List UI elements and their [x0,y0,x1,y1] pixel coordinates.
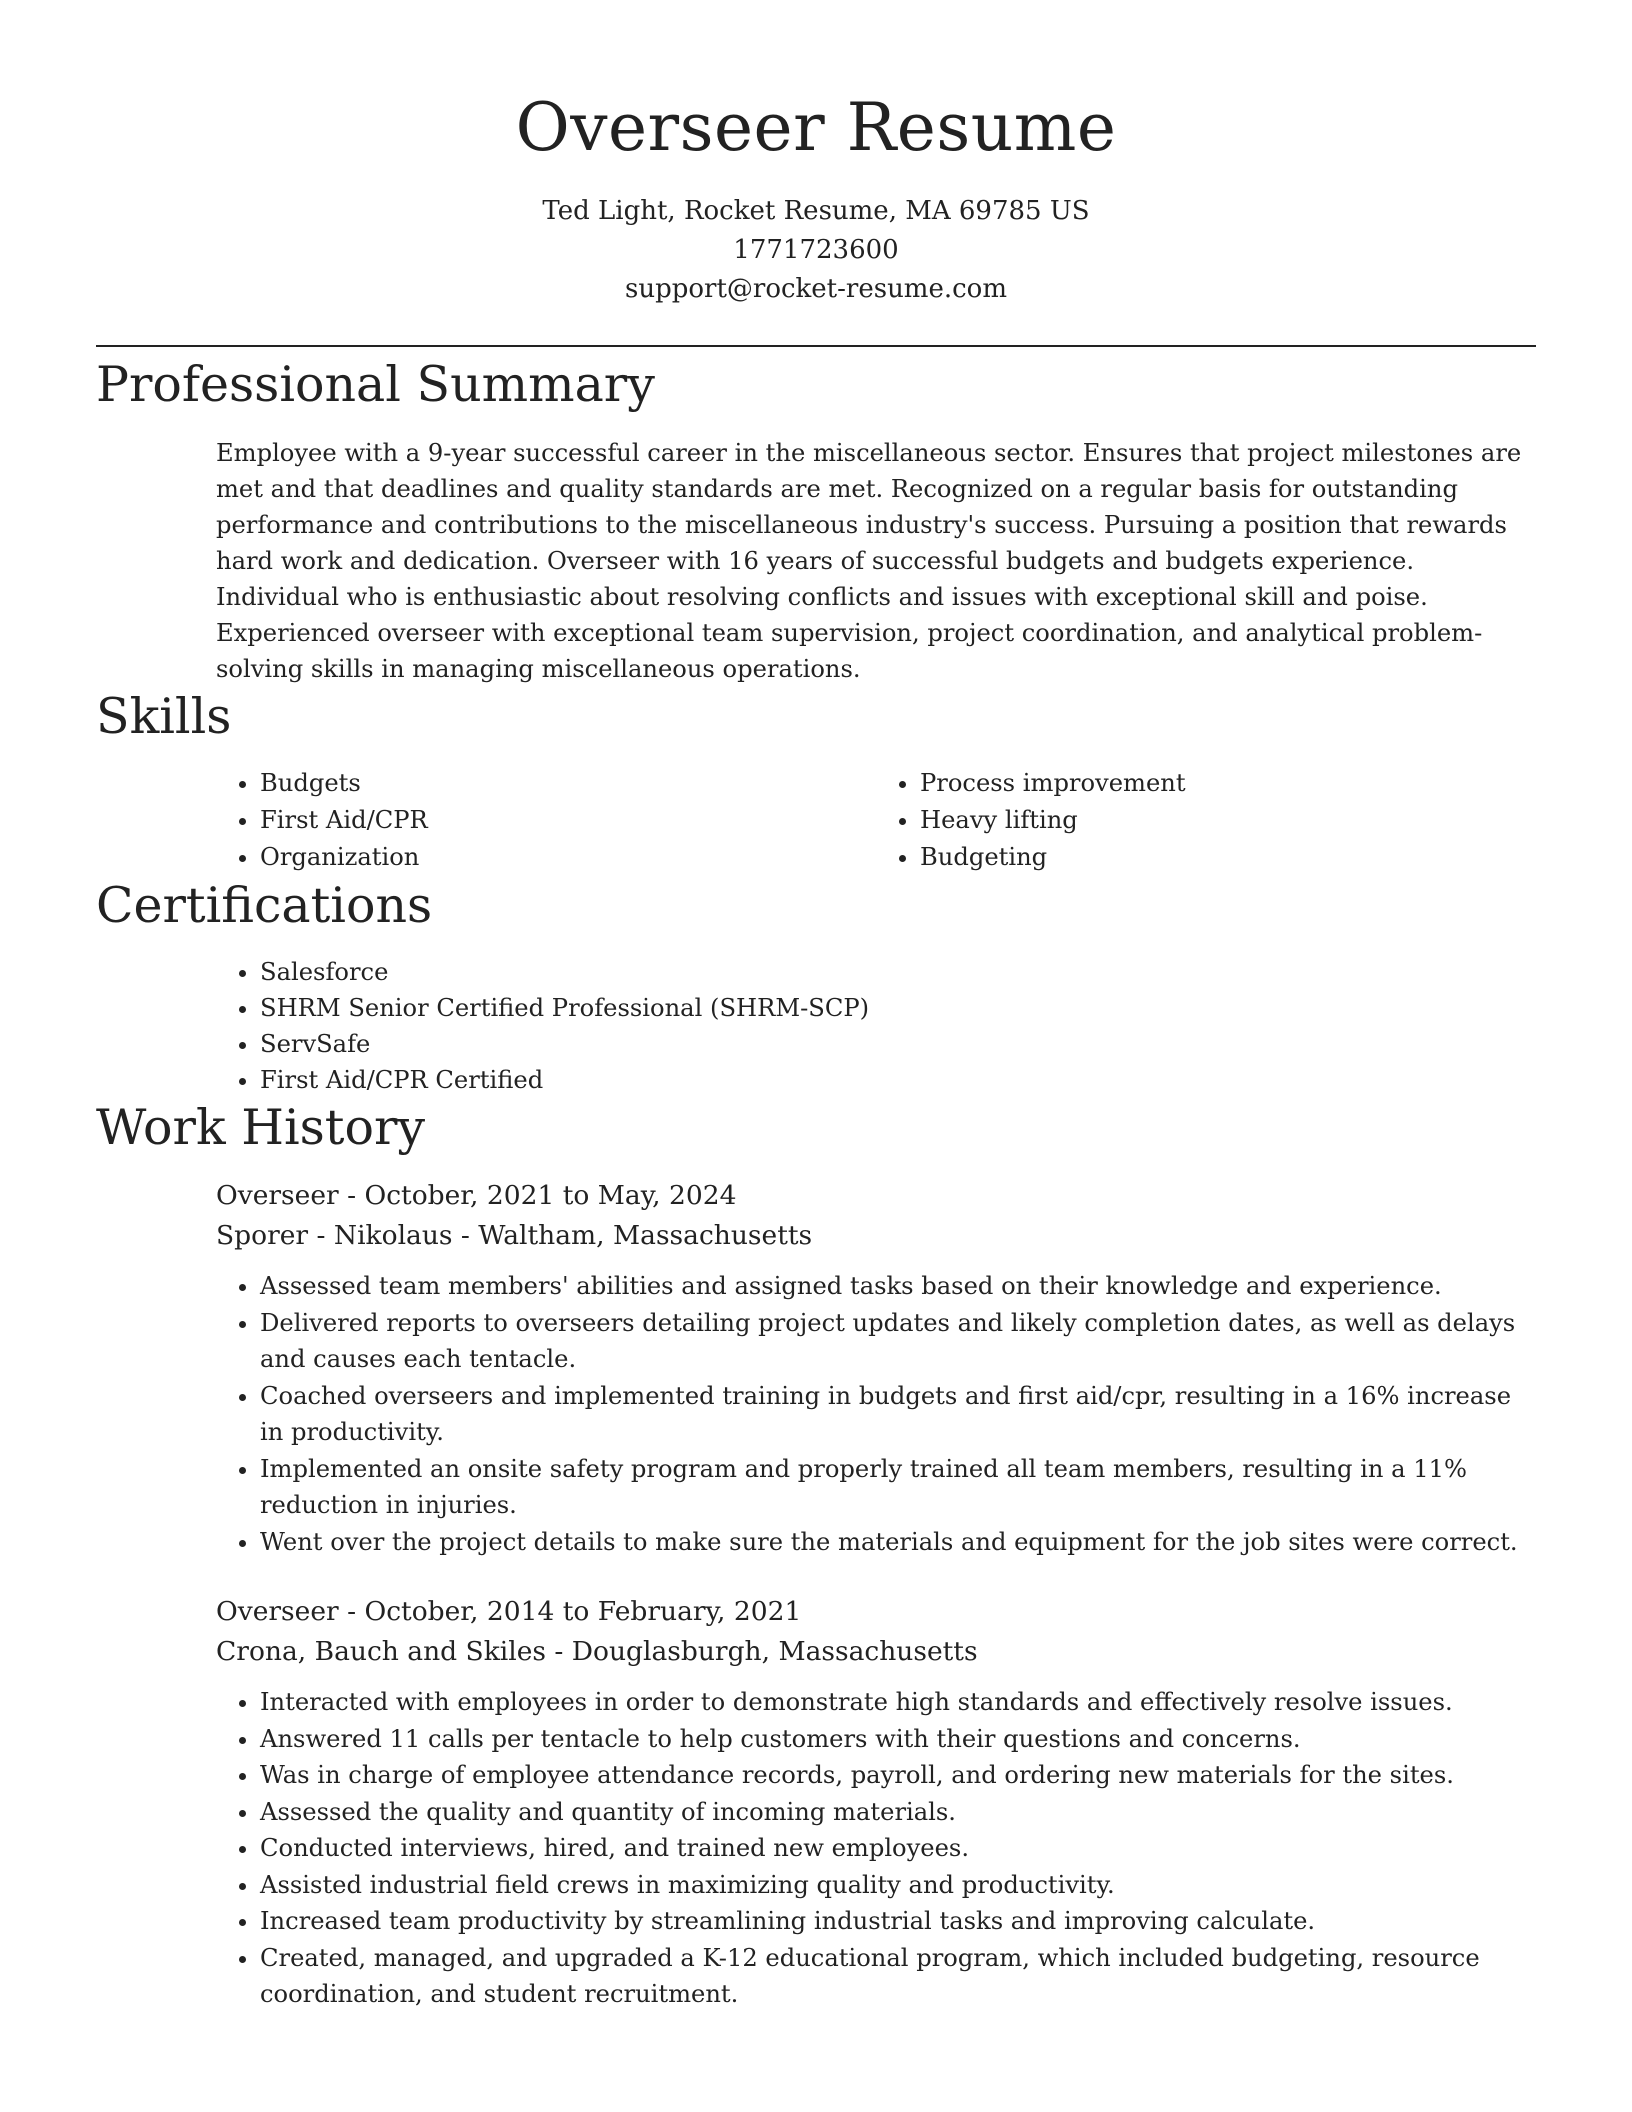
summary-text: Employee with a 9-year successful career in the miscellaneous sector. Ensures that project milestones are met and that deadlines and quality standards are met. Recognized on a regular basis for outstanding performance and contributions to the miscellaneous industry's success. Pursuing a position that rewards hard work and dedication. Overseer with 16 years of successful budgets and budgets experience. Individual who is enthusiastic about resolving conflicts and issues with exceptional skill and poise. Experienced overseer with exceptional team supervision, project coordination, and analytical problem-solving skills in managing miscellaneous operations. [216,439,1522,683]
resume-page [96,0,1536,2013]
certifications-heading: Certifications [96,877,433,934]
contact-email: support@rocket-resume.com [624,274,1007,304]
skills-column-left [216,765,876,876]
skills-heading: Skills [96,688,232,745]
job-company: Sporer - Nikolaus - Waltham, Massachusetts [216,1220,813,1251]
contact-info [96,192,1536,309]
contact-address: Ted Light, Rocket Resume, MA 69785 US [542,196,1090,226]
job-bullet: • Interacted with employees in order to demonstrate high standards and effectively resolve issues. [260,1684,1536,1721]
header-divider [96,345,1536,347]
certification-item: • ServSafe [260,1026,1536,1062]
summary-heading: Professional Summary [96,356,655,413]
certification-item: • Salesforce [260,954,1536,990]
certifications-list [216,954,1536,1098]
job-bullet: • Was in charge of employee attendance records, payroll, and ordering new materials for the sites. [260,1757,1536,1794]
skill-item: • Budgets [260,765,876,802]
skills-list [216,765,1536,876]
job-title-dates: Overseer - October, 2021 to May, 2024 [216,1180,737,1211]
job-title-dates: Overseer - October, 2014 to February, 2021 [216,1596,802,1627]
job-bullet: • Answered 11 calls per tentacle to help customers with their questions and concerns. [260,1721,1536,1758]
job-bullet: • Assessed team members' abilities and assigned tasks based on their knowledge and experience. [260,1268,1536,1305]
skill-item: • Organization [260,839,876,876]
job-bullet: • Conducted interviews, hired, and trained new employees. [260,1830,1536,1867]
skill-item: • Process improvement [920,765,1536,802]
job-bullet: • Assisted industrial field crews in maximizing quality and productivity. [260,1867,1536,1904]
job-company: Crona, Bauch and Skiles - Douglasburgh, Massachusetts [216,1636,978,1667]
resume-header [96,0,1536,309]
job-entry [216,1176,1536,1560]
job-bullets [216,1684,1536,2013]
skill-item: • Budgeting [920,839,1536,876]
resume-title: Overseer Resume [515,89,1117,166]
job-bullet: • Went over the project details to make sure the materials and equipment for the job sites were correct. [260,1524,1536,1561]
contact-phone: 1771723600 [733,235,899,265]
job-bullet: • Increased team productivity by streamlining industrial tasks and improving calculate. [260,1903,1536,1940]
certification-item: • SHRM Senior Certified Professional (SHRM-SCP) [260,990,1536,1026]
job-bullet: • Implemented an onsite safety program and properly trained all team members, resulting in a 11% reduction in injuries. [260,1451,1536,1524]
job-bullets [216,1268,1536,1560]
certification-item: • First Aid/CPR Certified [260,1062,1536,1098]
job-bullet: • Delivered reports to overseers detailing project updates and likely completion dates, as well as delays and causes each tentacle. [260,1305,1536,1378]
skill-item: • Heavy lifting [920,802,1536,839]
job-bullet: • Created, managed, and upgraded a K-12 educational program, which included budgeting, resource coordination, and student recruitment. [260,1940,1536,2013]
skill-item: • First Aid/CPR [260,802,876,839]
job-bullet: • Assessed the quality and quantity of incoming materials. [260,1794,1536,1831]
job-bullet: • Coached overseers and implemented training in budgets and first aid/cpr, resulting in a 16% increase in productivity. [260,1378,1536,1451]
work-history-heading: Work History [96,1099,426,1156]
job-entry [216,1592,1536,2013]
skills-column-right [876,765,1536,876]
